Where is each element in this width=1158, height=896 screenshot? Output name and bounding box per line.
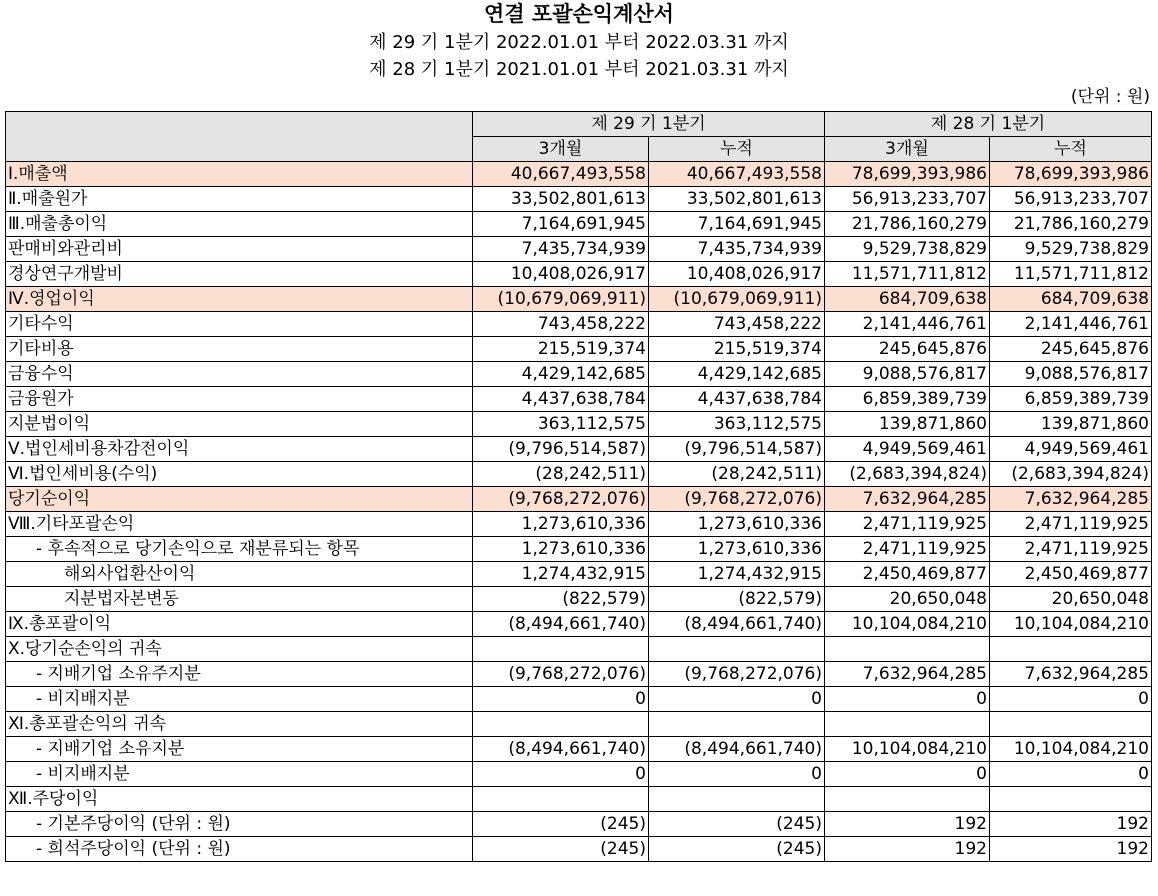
row-value: 10,408,026,917	[649, 262, 825, 287]
row-value: (245)	[649, 812, 825, 837]
row-value: 215,519,374	[649, 337, 825, 362]
row-value: 7,632,964,285	[825, 487, 990, 512]
row-label: 금융수익	[6, 362, 473, 387]
row-value: (245)	[473, 837, 649, 862]
table-row	[6, 637, 1152, 662]
row-value: 10,408,026,917	[473, 262, 649, 287]
row-value	[990, 637, 1152, 662]
row-value: (8,494,661,740)	[473, 612, 649, 637]
row-value: 7,632,964,285	[990, 662, 1152, 687]
row-value: 10,104,084,210	[825, 737, 990, 762]
row-value: 2,471,119,925	[825, 537, 990, 562]
row-value: 21,786,160,279	[825, 212, 990, 237]
row-value: 1,274,432,915	[473, 562, 649, 587]
row-value: 2,141,446,761	[825, 312, 990, 337]
table-row	[6, 537, 1152, 562]
row-value: 6,859,389,739	[990, 387, 1152, 412]
table-row	[6, 312, 1152, 337]
row-value: 2,450,469,877	[990, 562, 1152, 587]
row-value: 4,429,142,685	[473, 362, 649, 387]
row-value	[825, 787, 990, 812]
row-value: (2,683,394,824)	[825, 462, 990, 487]
row-value: 7,164,691,945	[473, 212, 649, 237]
row-value: 1,273,610,336	[649, 512, 825, 537]
income-statement-table	[5, 111, 1152, 862]
row-value: 2,141,446,761	[990, 312, 1152, 337]
row-value: 363,112,575	[649, 412, 825, 437]
row-value: 10,104,084,210	[825, 612, 990, 637]
row-label: Ⅻ.주당이익	[6, 787, 473, 812]
table-row	[6, 362, 1152, 387]
row-value: 743,458,222	[473, 312, 649, 337]
row-value	[990, 787, 1152, 812]
table-row	[6, 212, 1152, 237]
row-label: Ⅷ.기타포괄손익	[6, 512, 473, 537]
table-row	[6, 162, 1152, 187]
row-value	[825, 637, 990, 662]
row-label: Ⅺ.총포괄손익의 귀속	[6, 712, 473, 737]
row-value	[473, 637, 649, 662]
sub-header-prior-cum: 누적	[990, 137, 1152, 162]
row-label: 기타비용	[6, 337, 473, 362]
table-row	[6, 412, 1152, 437]
table-row	[6, 287, 1152, 312]
unit-label: (단위 : 원)	[1070, 87, 1150, 107]
row-value: 4,429,142,685	[649, 362, 825, 387]
row-value: 9,088,576,817	[825, 362, 990, 387]
row-value	[649, 712, 825, 737]
row-label: - 비지배지분	[6, 687, 473, 712]
table-row	[6, 737, 1152, 762]
row-value: 56,913,233,707	[990, 187, 1152, 212]
row-value: 9,088,576,817	[990, 362, 1152, 387]
row-value	[825, 712, 990, 737]
row-value: 4,437,638,784	[473, 387, 649, 412]
table-row	[6, 687, 1152, 712]
row-value: 21,786,160,279	[990, 212, 1152, 237]
table-row	[6, 187, 1152, 212]
row-value: (9,768,272,076)	[649, 662, 825, 687]
row-value: 10,104,084,210	[990, 612, 1152, 637]
row-value: 33,502,801,613	[649, 187, 825, 212]
label-column-header	[6, 112, 473, 162]
period-prior: 제 28 기 1분기 2021.01.01 부터 2021.03.31 까지	[369, 59, 789, 80]
row-value: (8,494,661,740)	[473, 737, 649, 762]
row-value: 4,949,569,461	[825, 437, 990, 462]
row-label: 기타수익	[6, 312, 473, 337]
row-value	[649, 787, 825, 812]
row-value: 7,435,734,939	[649, 237, 825, 262]
row-value: (28,242,511)	[649, 462, 825, 487]
row-value	[473, 712, 649, 737]
row-value: 78,699,393,986	[990, 162, 1152, 187]
group-header-prior: 제 28 기 1분기	[825, 112, 1152, 137]
row-value: (9,768,272,076)	[473, 662, 649, 687]
row-value: 743,458,222	[649, 312, 825, 337]
row-label: - 기본주당이익 (단위 : 원)	[6, 812, 473, 837]
table-row	[6, 262, 1152, 287]
table-row	[6, 587, 1152, 612]
table-row	[6, 462, 1152, 487]
row-value	[990, 712, 1152, 737]
row-value	[473, 787, 649, 812]
row-value: 0	[825, 687, 990, 712]
table-row	[6, 812, 1152, 837]
table-row	[6, 712, 1152, 737]
row-value: 1,273,610,336	[473, 537, 649, 562]
row-value: 2,471,119,925	[825, 512, 990, 537]
row-value: 9,529,738,829	[825, 237, 990, 262]
row-label: - 희석주당이익 (단위 : 원)	[6, 837, 473, 862]
row-value: 192	[825, 837, 990, 862]
row-value	[649, 637, 825, 662]
row-value: (2,683,394,824)	[990, 462, 1152, 487]
row-value: 0	[473, 762, 649, 787]
row-value: (8,494,661,740)	[649, 737, 825, 762]
row-label: 지분법자본변동	[6, 587, 473, 612]
row-value: 9,529,738,829	[990, 237, 1152, 262]
row-value: 7,164,691,945	[649, 212, 825, 237]
group-header-current: 제 29 기 1분기	[473, 112, 825, 137]
row-label: - 지배기업 소유지분	[6, 737, 473, 762]
row-value: 7,632,964,285	[990, 487, 1152, 512]
table-row	[6, 437, 1152, 462]
row-value: (822,579)	[649, 587, 825, 612]
row-value: (245)	[649, 837, 825, 862]
row-label: Ⅳ.영업이익	[6, 287, 473, 312]
row-value: 0	[825, 762, 990, 787]
row-value: 2,471,119,925	[990, 512, 1152, 537]
table-row	[6, 487, 1152, 512]
row-label: Ⅴ.법인세비용차감전이익	[6, 437, 473, 462]
document-title: 연결 포괄손익계산서	[484, 2, 674, 26]
row-value: 78,699,393,986	[825, 162, 990, 187]
table-row	[6, 762, 1152, 787]
row-label: 판매비와관리비	[6, 237, 473, 262]
row-value: 2,450,469,877	[825, 562, 990, 587]
sub-header-current-3m: 3개월	[473, 137, 649, 162]
row-value: (8,494,661,740)	[649, 612, 825, 637]
row-label: 금융원가	[6, 387, 473, 412]
row-label: - 후속적으로 당기손익으로 재분류되는 항목	[6, 537, 473, 562]
row-value: 1,274,432,915	[649, 562, 825, 587]
row-label: 당기순이익	[6, 487, 473, 512]
row-value: 4,949,569,461	[990, 437, 1152, 462]
row-value: 6,859,389,739	[825, 387, 990, 412]
row-value: (245)	[473, 812, 649, 837]
row-value: (9,768,272,076)	[473, 487, 649, 512]
row-value: 7,435,734,939	[473, 237, 649, 262]
row-value: 245,645,876	[990, 337, 1152, 362]
row-value: 40,667,493,558	[473, 162, 649, 187]
row-value: 0	[473, 687, 649, 712]
row-value: 56,913,233,707	[825, 187, 990, 212]
row-value: 363,112,575	[473, 412, 649, 437]
table-row	[6, 337, 1152, 362]
row-value: 192	[990, 837, 1152, 862]
row-value: 0	[649, 687, 825, 712]
row-value: 0	[649, 762, 825, 787]
row-value: 20,650,048	[990, 587, 1152, 612]
row-value: 11,571,711,812	[990, 262, 1152, 287]
row-value: 0	[990, 687, 1152, 712]
row-value: 40,667,493,558	[649, 162, 825, 187]
table-row	[6, 837, 1152, 862]
row-label: Ⅲ.매출총이익	[6, 212, 473, 237]
group-header-row	[6, 112, 1152, 137]
row-label: 해외사업환산이익	[6, 562, 473, 587]
row-value: 7,632,964,285	[825, 662, 990, 687]
row-value: (822,579)	[473, 587, 649, 612]
table-row	[6, 787, 1152, 812]
row-value: (9,796,514,587)	[473, 437, 649, 462]
row-label: Ⅵ.법인세비용(수익)	[6, 462, 473, 487]
row-value: 2,471,119,925	[990, 537, 1152, 562]
row-value: 684,709,638	[990, 287, 1152, 312]
row-value: (28,242,511)	[473, 462, 649, 487]
row-value: (10,679,069,911)	[649, 287, 825, 312]
row-label: - 비지배지분	[6, 762, 473, 787]
row-label: Ⅱ.매출원가	[6, 187, 473, 212]
row-label: Ⅸ.총포괄이익	[6, 612, 473, 637]
row-value: 20,650,048	[825, 587, 990, 612]
row-value: (10,679,069,911)	[473, 287, 649, 312]
row-value: 4,437,638,784	[649, 387, 825, 412]
row-label: - 지배기업 소유주지분	[6, 662, 473, 687]
row-value: 192	[990, 812, 1152, 837]
row-value: 215,519,374	[473, 337, 649, 362]
row-value: 139,871,860	[990, 412, 1152, 437]
sub-header-current-cum: 누적	[649, 137, 825, 162]
row-value: 192	[825, 812, 990, 837]
table-row	[6, 562, 1152, 587]
row-value: 1,273,610,336	[649, 537, 825, 562]
table-row	[6, 662, 1152, 687]
period-current: 제 29 기 1분기 2022.01.01 부터 2022.03.31 까지	[369, 32, 789, 53]
row-value: 11,571,711,812	[825, 262, 990, 287]
row-label: 경상연구개발비	[6, 262, 473, 287]
row-value: 684,709,638	[825, 287, 990, 312]
table-row	[6, 512, 1152, 537]
row-value: 245,645,876	[825, 337, 990, 362]
table-row	[6, 387, 1152, 412]
row-value: (9,768,272,076)	[649, 487, 825, 512]
row-label: 지분법이익	[6, 412, 473, 437]
row-value: 139,871,860	[825, 412, 990, 437]
table-row	[6, 612, 1152, 637]
row-value: 0	[990, 762, 1152, 787]
row-value: 1,273,610,336	[473, 512, 649, 537]
row-label: Ⅹ.당기순손익의 귀속	[6, 637, 473, 662]
sub-header-prior-3m: 3개월	[825, 137, 990, 162]
table-row	[6, 237, 1152, 262]
row-label: Ⅰ.매출액	[6, 162, 473, 187]
row-value: 33,502,801,613	[473, 187, 649, 212]
row-value: 10,104,084,210	[990, 737, 1152, 762]
row-value: (9,796,514,587)	[649, 437, 825, 462]
